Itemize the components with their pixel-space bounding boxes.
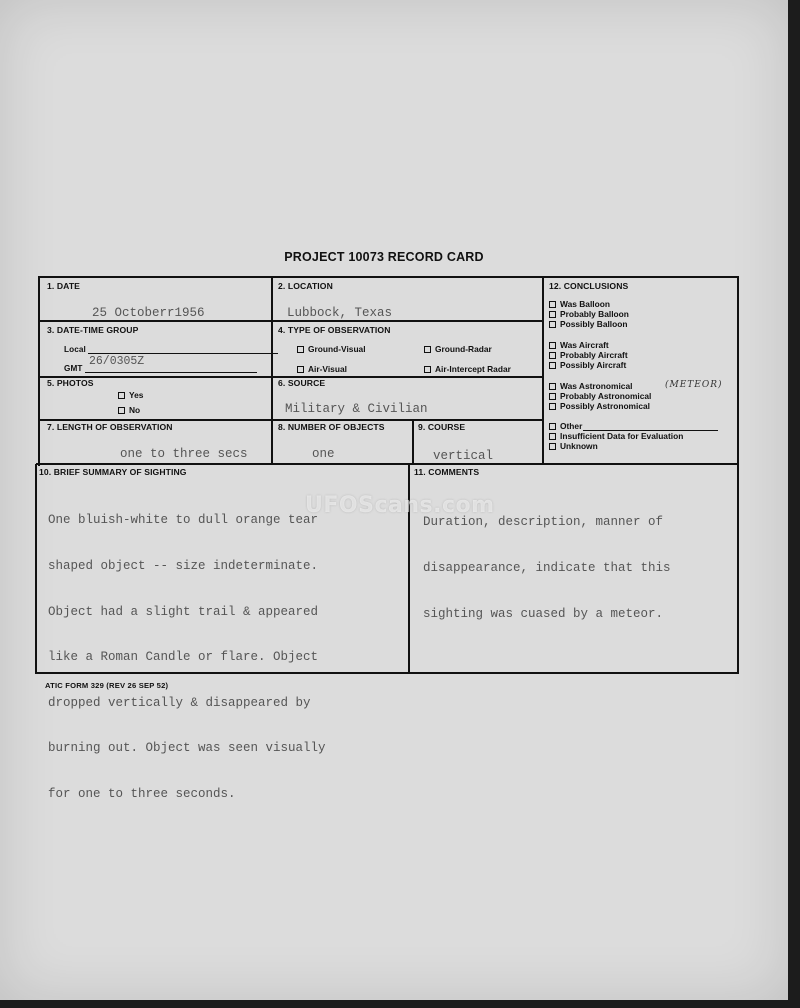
summary-line: burning out. Object was seen visually (48, 741, 326, 756)
dtg-label: 3. DATE-TIME GROUP (47, 325, 139, 335)
type-option-ground-radar[interactable]: Ground-Radar (424, 344, 492, 354)
conclusion-was-aircraft[interactable]: Was Aircraft (549, 340, 628, 350)
summary-line: One bluish-white to dull orange tear (48, 513, 319, 528)
conclusions-label: 12. CONCLUSIONS (549, 281, 629, 291)
summary-text (48, 483, 326, 833)
summary-line: like a Roman Candle or flare. Object (48, 650, 319, 665)
handwritten-meteor-note: (METEOR) (665, 380, 723, 390)
course-label: 9. COURSE (418, 422, 466, 432)
conclusion-was-balloon[interactable]: Was Balloon (549, 299, 629, 309)
gmt-label: GMT (64, 364, 257, 373)
date-value: 25 Octoberr1956 (92, 306, 205, 320)
summary-line: shaped object -- size indeterminate. (48, 559, 319, 574)
num-objects-value: one (312, 447, 335, 461)
conclusions-group-other (549, 421, 718, 451)
summary-line: Object had a slight trail & appeared (48, 604, 319, 619)
conclusion-possibly-astronomical[interactable]: Possibly Astronomical (549, 401, 651, 411)
conclusion-insufficient-data[interactable]: Insufficient Data for Evaluation (549, 431, 718, 441)
conclusions-group-aircraft (549, 340, 628, 370)
length-value: one to three secs (120, 447, 248, 461)
conclusion-probably-balloon[interactable]: Probably Balloon (549, 309, 629, 319)
comments-line: disappearance, indicate that this (423, 561, 671, 576)
conclusion-possibly-aircraft[interactable]: Possibly Aircraft (549, 360, 628, 370)
summary-line: for one to three seconds. (48, 787, 236, 802)
conclusion-probably-aircraft[interactable]: Probably Aircraft (549, 350, 628, 360)
summary-line: dropped vertically & disappeared by (48, 695, 311, 710)
conclusions-group-balloon (549, 299, 629, 329)
local-label: Local (64, 345, 278, 354)
comments-line: Duration, description, manner of (423, 515, 664, 530)
length-label: 7. LENGTH OF OBSERVATION (47, 422, 173, 432)
gmt-value: 26/0305Z (89, 355, 145, 368)
conclusion-unknown[interactable]: Unknown (549, 441, 718, 451)
photos-option-yes[interactable]: Yes (118, 390, 143, 400)
conclusions-group-astronomical (549, 381, 651, 411)
source-label: 6. SOURCE (278, 378, 326, 388)
location-value: Lubbock, Texas (287, 306, 393, 320)
conclusion-probably-astronomical[interactable]: Probably Astronomical (549, 391, 651, 401)
type-option-ground-visual[interactable]: Ground-Visual (297, 344, 366, 354)
type-option-air-intercept-radar[interactable]: Air-Intercept Radar (424, 364, 511, 374)
form-number: ATIC FORM 329 (REV 26 SEP 52) (45, 681, 169, 690)
card-title: PROJECT 10073 RECORD CARD (284, 250, 484, 264)
location-label: 2. LOCATION (278, 281, 333, 291)
comments-line: sighting was cuased by a meteor. (423, 606, 664, 621)
ufoscans-watermark: UFOScans.com (305, 493, 495, 518)
conclusion-was-astronomical[interactable]: Was Astronomical (549, 381, 651, 391)
summary-label: 10. BRIEF SUMMARY OF SIGHTING (39, 467, 187, 477)
date-label: 1. DATE (47, 281, 81, 291)
type-option-air-visual[interactable]: Air-Visual (297, 364, 347, 374)
type-label: 4. TYPE OF OBSERVATION (278, 325, 391, 335)
photos-option-no[interactable]: No (118, 405, 140, 415)
comments-label: 11. COMMENTS (414, 467, 480, 477)
conclusion-possibly-balloon[interactable]: Possibly Balloon (549, 319, 629, 329)
photos-label: 5. PHOTOS (47, 378, 94, 388)
source-value: Military & Civilian (285, 402, 428, 416)
conclusion-other[interactable]: Other (549, 421, 718, 431)
num-objects-label: 8. NUMBER OF OBJECTS (278, 422, 385, 432)
course-value: vertical (433, 449, 494, 463)
